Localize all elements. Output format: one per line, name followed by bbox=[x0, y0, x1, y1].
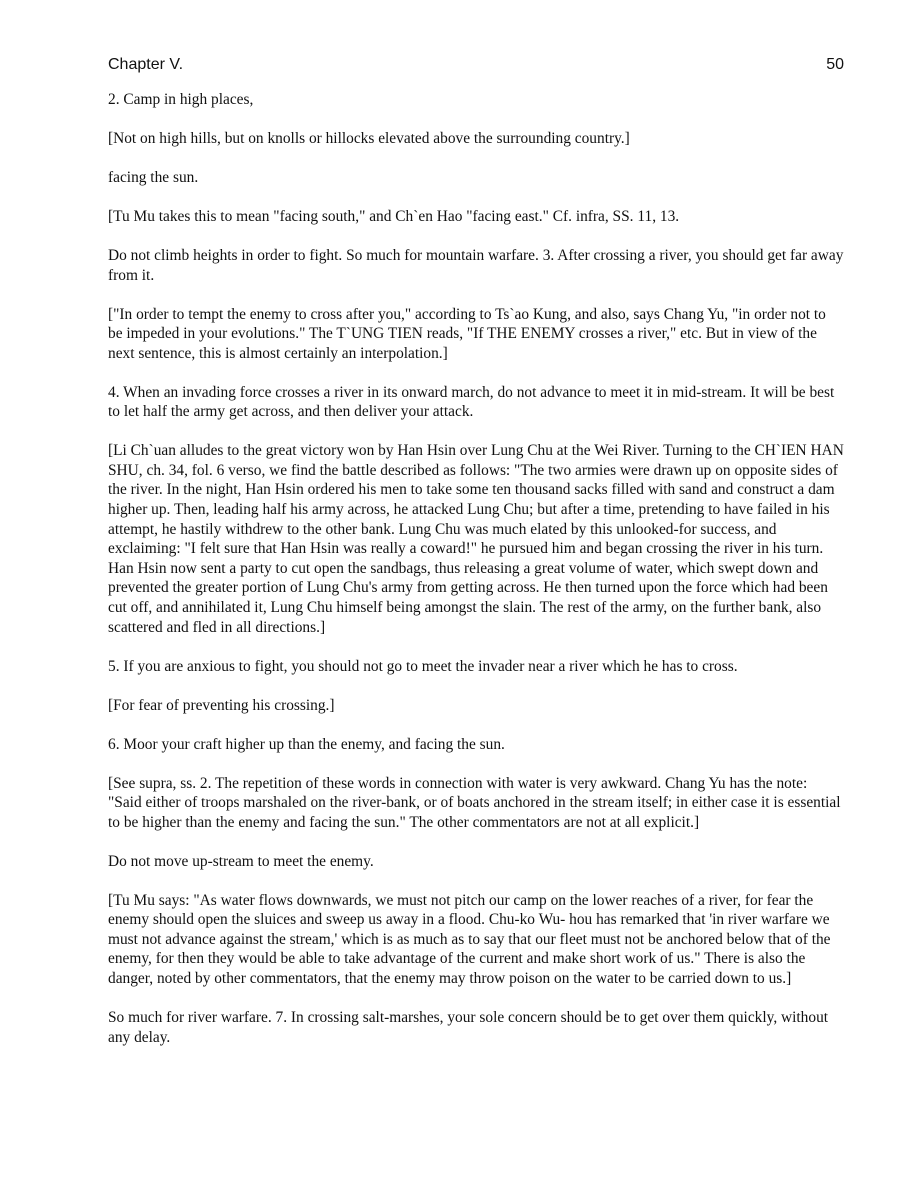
paragraph: [For fear of preventing his crossing.] bbox=[108, 696, 335, 714]
body-text bbox=[108, 90, 844, 1067]
paragraph: 2. Camp in high places, bbox=[108, 91, 254, 108]
paragraph: [See supra, ss. 2. The repetition of these words in connection with water is very awkward. Chang Yu has the note: "Said either of troops marshaled on the river-bank, or of boats anchored in the stream itself; in either case it is essential to be higher than the enemy and facing the sun." The other commentators are not at all explicit.] bbox=[108, 774, 841, 831]
paragraph: Do not climb heights in order to fight. So much for mountain warfare. 3. After crossing a river, you should get far away from it. bbox=[108, 246, 844, 284]
paragraph: So much for river warfare. 7. In crossing salt-marshes, your sole concern should be to get over them quickly, without any delay. bbox=[108, 1009, 829, 1046]
paragraph: ["In order to tempt the enemy to cross after you," according to Ts`ao Kung, and also, says Chang Yu, "in order not to be impeded in your evolutions." The T`UNG TIEN reads, "If THE ENEMY crosses a river," etc. But in view of the next sentence, this is almost certainly an interpolation.] bbox=[108, 305, 826, 362]
paragraph: 6. Moor your craft higher up than the enemy, and facing the sun. bbox=[108, 735, 505, 753]
paragraph: [Li Ch`uan alludes to the great victory won by Han Hsin over Lung Chu at the Wei River. Turning to the CH`IEN HAN SHU, ch. 34, fol. 6 verso, we find the battle described as follows: "The two armies were drawn up on opposite sides of the river. In the night, Han Hsin ordered his men to take some ten thousand sacks filled with sand and construct a dam higher up. Then, leading half his army across, he attacked Lung Chu; but after a time, pretending to have failed in his attempt, he hastily withdrew to the other bank. Lung Chu was much elated by this unlooked-for success, and exclaiming: "I felt sure that Han Hsin was really a coward!" he pursued him and began crossing the river in his turn. Han Hsin now sent a party to cut open the sandbags, thus releasing a great volume of water, which swept down and prevented the greater portion of Lung Chu's army from getting across. He then turned upon the force which had been cut off, and annihilated it, Lung Chu himself being amongst the slain. The rest of the army, on the further bank, also scattered and fled in all directions.] bbox=[108, 442, 844, 636]
paragraph: [Tu Mu says: "As water flows downwards, we must not pitch our camp on the lower reaches of a river, for fear the enemy should open the sluices and sweep us away in a flood. Chu-ko Wu- hou has remarked that 'in river warfare we must not advance against the stream,' which is as much as to say that our fleet must not be anchored below that of the enemy, for then they would be able to take advantage of the current and make short work of us." There is also the danger, noted by other commentators, that the enemy may throw poison on the water to be carried down to us.] bbox=[108, 891, 831, 988]
paragraph: 5. If you are anxious to fight, you should not go to meet the invader near a river which he has to cross. bbox=[108, 657, 738, 675]
paragraph: Do not move up-stream to meet the enemy. bbox=[108, 852, 374, 870]
chapter-title: Chapter V. bbox=[108, 56, 184, 73]
running-header bbox=[108, 56, 844, 78]
paragraph: [Not on high hills, but on knolls or hillocks elevated above the surrounding country.] bbox=[108, 129, 630, 147]
page-number: 50 bbox=[826, 56, 844, 73]
paragraph: 4. When an invading force crosses a river in its onward march, do not advance to meet it in mid-stream. It will be best to let half the army get across, and then deliver your attack. bbox=[108, 383, 835, 421]
paragraph: [Tu Mu takes this to mean "facing south," and Ch`en Hao "facing east." Cf. infra, SS. 11, 13. bbox=[108, 207, 680, 225]
paragraph: facing the sun. bbox=[108, 168, 199, 186]
